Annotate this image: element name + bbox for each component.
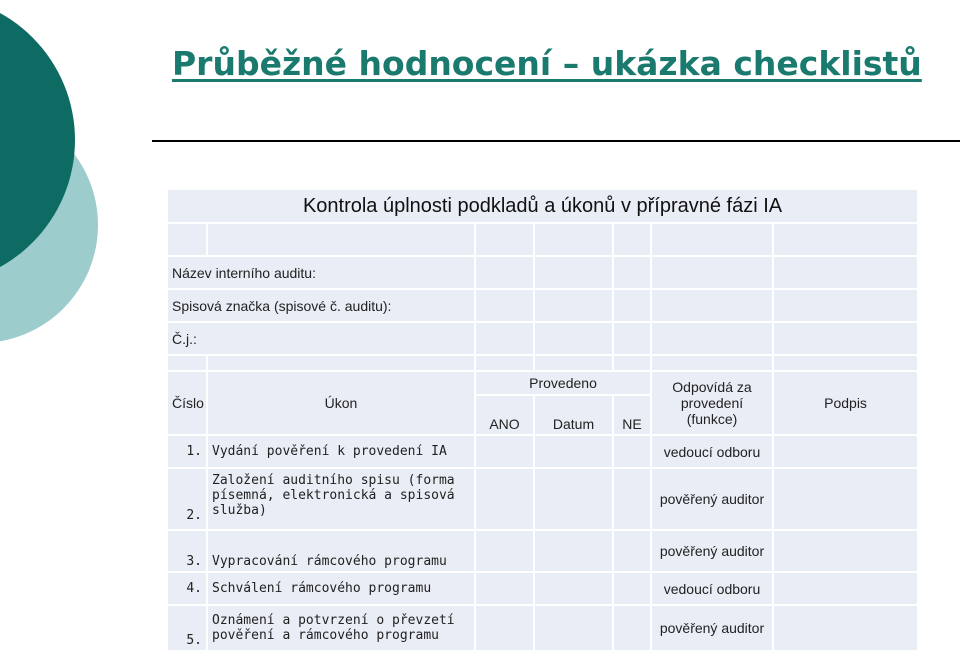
row-number: 2. <box>167 468 207 530</box>
audit-name-row <box>167 256 918 289</box>
decorative-circles <box>0 0 110 380</box>
row-responsible: pověřený auditor <box>651 605 773 651</box>
table-row <box>167 435 918 468</box>
row-action: Oznámení a potvrzení o převzetí pověření a rámcového programu <box>207 605 475 651</box>
blank-row <box>167 223 918 256</box>
header-action: Úkon <box>207 371 475 435</box>
table-row <box>167 468 918 530</box>
row-responsible: pověřený auditor <box>651 530 773 572</box>
file-mark-row <box>167 289 918 322</box>
header-no: NE <box>613 395 651 435</box>
row-responsible: vedoucí odboru <box>651 435 773 468</box>
table-row <box>167 605 918 651</box>
row-action: Vydání pověření k provedení IA <box>207 435 475 468</box>
checklist-caption: Kontrola úplnosti podkladů a úkonů v přípravné fázi IA <box>167 189 918 223</box>
header-done: Provedeno <box>475 371 651 395</box>
header-date: Datum <box>534 395 613 435</box>
header-responsible: Odpovídá za provedení (funkce) <box>651 371 773 435</box>
row-number: 3. <box>167 530 207 572</box>
ref-no-label: Č.j.: <box>167 322 475 355</box>
row-action: Schválení rámcového programu <box>207 572 475 605</box>
checklist-table <box>166 188 919 652</box>
row-number: 4. <box>167 572 207 605</box>
table-row <box>167 530 918 572</box>
row-action: Založení auditního spisu (forma písemná, elektronická a spisová služba) <box>207 468 475 530</box>
header-number: Číslo <box>167 371 207 435</box>
row-responsible: pověřený auditor <box>651 468 773 530</box>
file-mark-label: Spisová značka (spisové č. auditu): <box>167 289 475 322</box>
ref-no-row <box>167 322 918 355</box>
table-row <box>167 572 918 605</box>
row-responsible: vedoucí odboru <box>651 572 773 605</box>
title-divider <box>152 140 960 142</box>
caption-row <box>167 189 918 223</box>
audit-name-label: Název interního auditu: <box>167 256 475 289</box>
header-signature: Podpis <box>773 371 918 435</box>
row-action: Vypracování rámcového programu <box>207 530 475 572</box>
slide-title: Průběžné hodnocení – ukázka checklistů <box>172 44 922 83</box>
row-number: 1. <box>167 435 207 468</box>
header-yes: ANO <box>475 395 534 435</box>
row-number: 5. <box>167 605 207 651</box>
spacer-row <box>167 355 918 371</box>
header-row-1 <box>167 371 918 395</box>
